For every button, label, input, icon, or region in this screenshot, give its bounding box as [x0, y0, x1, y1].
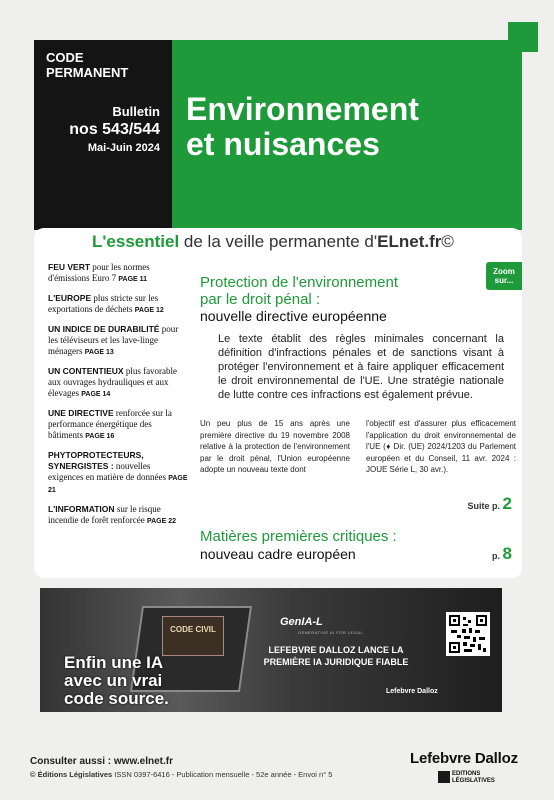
sidebar-item[interactable]: FEU VERT pour les normes d'émissions Euro 7 PAGE 11 [48, 262, 150, 283]
editions-label: EDITIONS LÉGISLATIVES [452, 771, 495, 784]
bulletin-info [69, 104, 160, 156]
ad-product-subtitle: GENERATIVE AI FOR LEGAL [298, 630, 364, 635]
series-box [34, 40, 172, 230]
ad-headline: Enfin une IA avec un vrai code source. [64, 653, 169, 708]
footer-website[interactable]: Consulter aussi : www.elnet.fr [30, 756, 173, 767]
qr-code-icon[interactable] [446, 612, 490, 656]
article1-continuation[interactable]: Suite p. 2 [467, 494, 512, 513]
bulletin-number: nos 543/544 [69, 121, 160, 138]
tagline-text: de la veille permanente d' [179, 232, 378, 251]
sidebar-item[interactable]: L'INFORMATION sur le risque incendie de forêt renforcée PAGE 22 [48, 504, 177, 525]
tagline-symbol: © [441, 232, 454, 251]
sidebar-item[interactable]: UN INDICE DE DURABILITÉ pour les téléviseurs et les lave-linge ménagers PAGE 13 [48, 324, 179, 356]
article2-subtitle: nouveau cadre européen [200, 546, 356, 562]
code-book-illustration: CODE CIVIL [162, 616, 224, 656]
ad-brand-logo: Lefebvre Dalloz [386, 688, 438, 695]
editions-logo-icon [438, 771, 450, 783]
sidebar-item[interactable]: PHYTOPROTECTEURS, SYNERGISTES : nouvelles exigences en matière de données PAGE 21 [48, 450, 188, 494]
article1-title[interactable]: Protection de l'environnement par le droit pénal : [200, 274, 398, 308]
ad-message: LEFEBVRE DALLOZ LANCE LA PREMIÈRE IA JURIDIQUE FIABLE [263, 645, 409, 667]
article1-column-2: l'objectif est d'assurer plus efficacement l'application du droit environnemental de l'UE (♦ Dir. (UE) 2024/1203 du Parlement européen et du Conseil, 11 avr. 2024 : JOUE Série L, 30 avr.). [366, 419, 516, 474]
series-label: CODE PERMANENT [46, 50, 129, 80]
zoom-badge: Zoom sur... [486, 262, 522, 290]
tagline-elnet: ELnet.fr [377, 232, 442, 251]
bulletin-label: Bulletin [112, 104, 160, 119]
publication-title [186, 92, 506, 162]
ad-product-name: GenIA-L [280, 616, 323, 628]
article2-title[interactable]: Matières premières critiques : [200, 528, 397, 545]
title-line-2: et nuisances [186, 126, 380, 162]
tagline-essentiel: L'essentiel [92, 232, 180, 251]
article1-subtitle: nouvelle directive européenne [200, 308, 387, 324]
news-sidebar [48, 262, 188, 535]
publisher-logo: Lefebvre Dalloz [410, 750, 518, 767]
article1-lead: Le texte établit des règles minimales concernant la définition d'infractions pénales et de sanctions visant à protéger l'environnement et à faire appliquer efficacement le droit environnemental de l'UE. Une stratégie nationale de lutte contre ces infractions est également prévue. [218, 333, 504, 401]
article1-column-1: Un peu plus de 15 ans après une première directive du 19 novembre 2008 relative à la protection de l'environnement par le droit pénal, l'Union européenne adopte un nouveau texte dont [200, 419, 350, 474]
sidebar-item[interactable]: UN CONTENTIEUX plus favorable aux ouvrages hydrauliques et aux élevages PAGE 14 [48, 366, 178, 398]
title-line-1: Environnement [186, 91, 419, 127]
sidebar-item[interactable]: L'EUROPE plus stricte sur les exportations de déchets PAGE 12 [48, 293, 164, 314]
tagline [92, 232, 454, 252]
qr-code-graphic [449, 615, 487, 653]
bulletin-date: Mai-Juin 2024 [87, 142, 160, 154]
article2-page-ref[interactable]: p. 8 [492, 544, 512, 563]
footer-legal: © Éditions Législatives ISSN 0397-6416 - Publication mensuelle - 52e année - Envoi n° 5 [30, 770, 333, 779]
sidebar-item[interactable]: UNE DIRECTIVE renforcée sur la performance énergétique des bâtiments PAGE 16 [48, 408, 172, 440]
